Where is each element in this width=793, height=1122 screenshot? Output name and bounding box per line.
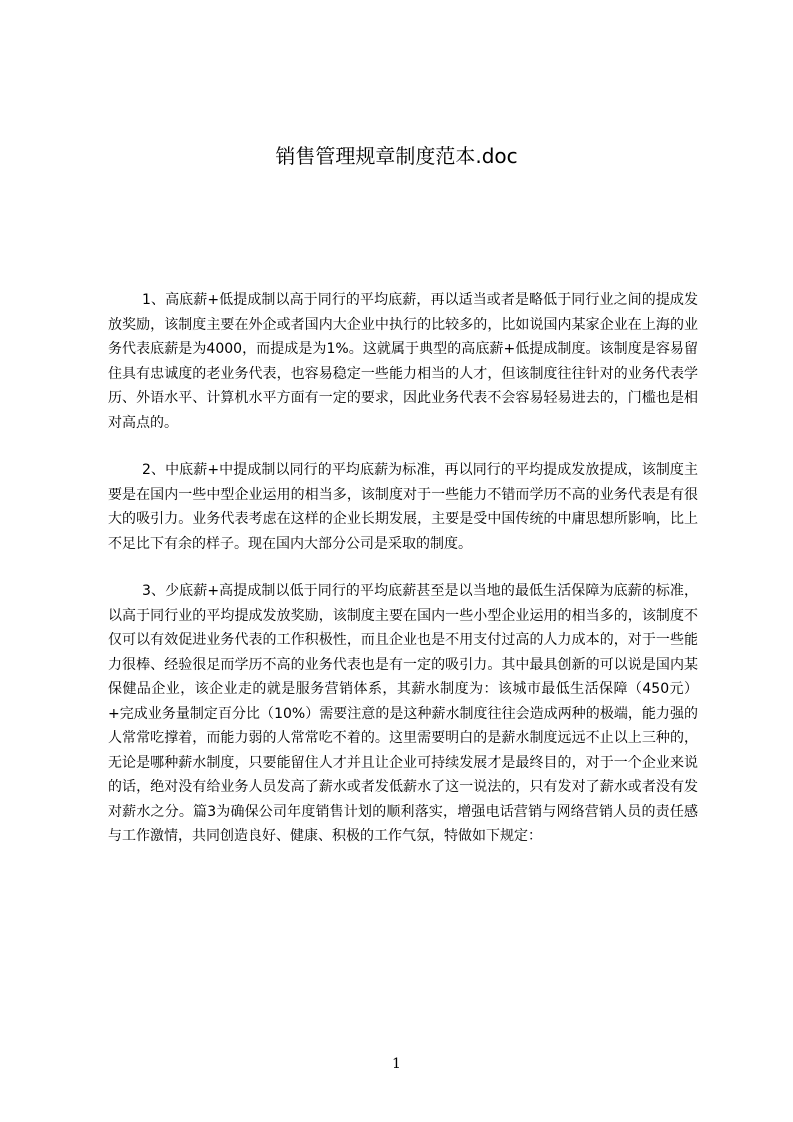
document-title: 销售管理规章制度范本.doc xyxy=(275,144,518,168)
document-body xyxy=(108,288,698,849)
page-number: 1 xyxy=(392,1056,401,1072)
paragraph-2: 2、中底薪+中提成制以同行的平均底薪为标准，再以同行的平均提成发放提成，该制度主要是在国内一些中型企业运用的相当多，该制度对于一些能力不错而学历不高的业务代表是有很大的吸引力。业务代表考虑在这样的企业长期发展，主要是受中国传统的中庸思想所影响，比上不足比下有余的样子。现在国内大部分公司是采取的制度。 xyxy=(108,462,698,552)
paragraph-3: 3、少底薪+高提成制以低于同行的平均底薪甚至是以当地的最低生活保障为底薪的标准，以高于同行业的平均提成发放奖励，该制度主要在国内一些小型企业运用的相当多的，该制度不仅可以有效促进业务代表的工作积极性，而且企业也是不用支付过高的人力成本的，对于一些能力很棒、经验很足而学历不高的业务代表也是有一定的吸引力。其中最具创新的可以说是国内某保健品企业，该企业走的就是服务营销体系，其薪水制度为：该城市最低生活保障（450元）+完成业务量制定百分比（10%）需要注意的是这种薪水制度往往会造成两种的极端，能力强的人常常吃撑着，而能力弱的人常常吃不着的。这里需要明白的是薪水制度远远不止以上三种的，无论是哪种薪水制度，只要能留住人才并且让企业可持续发展才是最终目的，对于一个企业来说的话，绝对没有给业务人员发高了薪水或者发低薪水了这一说法的，只有发对了薪水或者没有发对薪水之分。篇3为确保公司年度销售计划的顺利落实，增强电话营销与网络营销人员的责任感与工作激情，共同创造良好、健康、积极的工作气氛，特做如下规定： xyxy=(108,583,698,844)
paragraph-1: 1、高底薪+低提成制以高于同行的平均底薪，再以适当或者是略低于同行业之间的提成发放奖励，该制度主要在外企或者国内大企业中执行的比较多的，比如说国内某家企业在上海的业务代表底薪是为4000，而提成是为1%。这就属于典型的高底薪+低提成制度。该制度是容易留住具有忠诚度的老业务代表，也容易稳定一些能力相当的人才，但该制度往往针对的业务代表学历、外语水平、计算机水平方面有一定的要求，因此业务代表不会容易轻易进去的，门槛也是相对高点的。 xyxy=(108,292,698,431)
